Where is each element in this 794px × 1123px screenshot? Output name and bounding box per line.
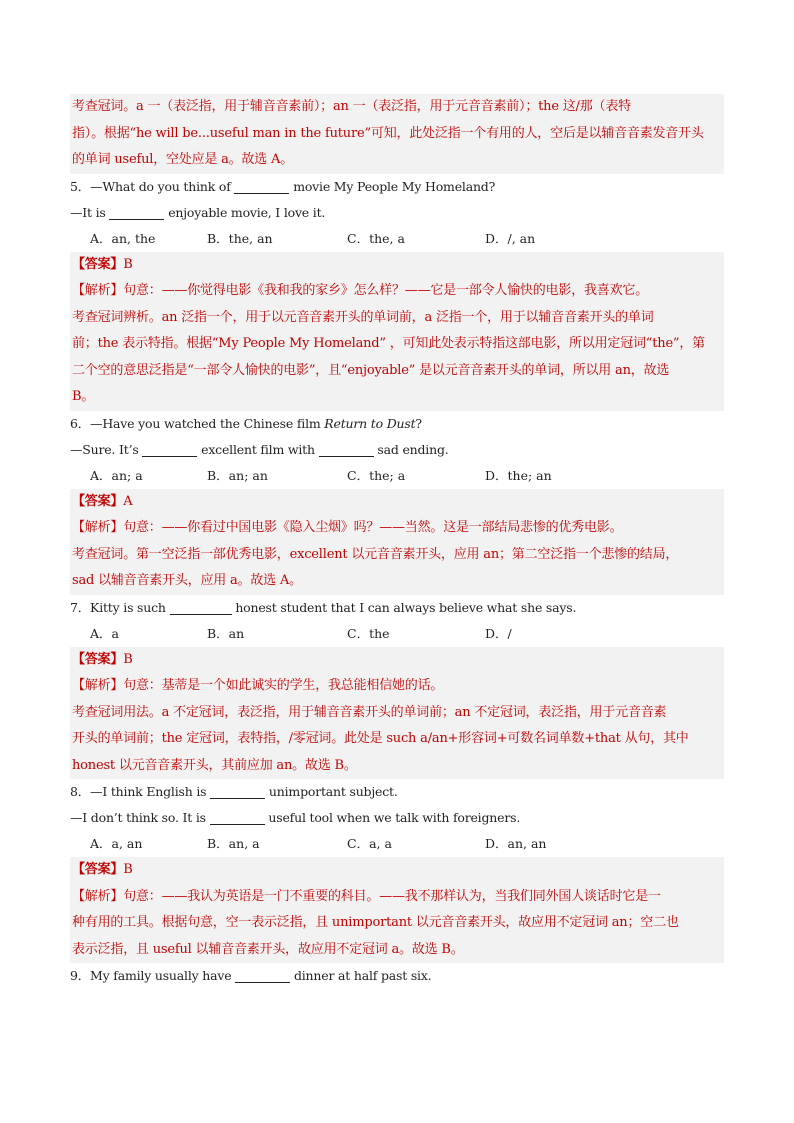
options-row [70, 621, 724, 647]
analysis-line: 【解析】句意：——你看过中国电影《隐入尘烟》吗？——当然。这是一部结局悲惨的优秀电影。 [72, 520, 623, 535]
analysis-line: 开头的单词前；the 定冠词，表特指，/零冠词。此处是 such a/an+形容词+可数名词单数+that 从句，其中 [72, 731, 689, 746]
answer-box [70, 647, 724, 780]
option: B．an; an [207, 467, 268, 483]
question-text: enjoyable movie, I love it. [164, 204, 326, 220]
question-text: 8．—I think English is [70, 784, 211, 799]
question-text: 9．My family usually have [70, 968, 236, 983]
analysis-line: 种有用的工具。根据句意，空一表示泛指，且 unimportant 以元音音素开头，故应用不定冠词 an；空二也 [72, 915, 679, 930]
answer-line [72, 647, 722, 674]
analysis-line: 考查冠词辨析。an 泛指一个，用于以元音音素开头的单词前，a 泛指一个，用于以辅音音素开头的单词 [72, 309, 654, 325]
answer-tag: 【答案】 [72, 862, 124, 877]
answer-blank [109, 205, 164, 220]
option: D．an, an [485, 836, 547, 851]
option: C．the [347, 625, 390, 641]
answer-blank [319, 442, 374, 457]
answer-blank [210, 784, 265, 799]
option: D．/ [485, 625, 512, 641]
analysis-line: B。 [72, 389, 95, 404]
question-line [70, 200, 724, 226]
analysis-line: 【解析】句意：——我认为英语是一门不重要的科目。——我不那样认为，当我们同外国人谈话时它是一 [72, 888, 661, 904]
answer-line [72, 252, 722, 279]
analysis-line: 指）。根据“he will be...useful man in the future”可知，此处泛指一个有用的人，空后是以辅音音素发音开头 [72, 125, 704, 141]
answer-box [70, 489, 724, 595]
answer-value: B [123, 862, 133, 877]
answer-value: A [123, 493, 133, 509]
question-line [70, 595, 724, 621]
analysis-line: 的单词 useful，空处应是 a。故选 A。 [72, 152, 294, 167]
option: D．the; an [485, 467, 552, 483]
options-row [70, 831, 724, 857]
answer-tag: 【答案】 [72, 651, 124, 667]
analysis-line: 考查冠词用法。a 不定冠词，表泛指，用于辅音音素开头的单词前；an 不定冠词，表泛指，用于元音音素 [72, 704, 667, 720]
analysis-line: 【解析】句意：——你觉得电影《我和我的家乡》怎么样？——它是一部令人愉快的电影，我喜欢它。 [72, 283, 649, 298]
answer-blank [142, 442, 197, 457]
options-row [70, 463, 724, 489]
question-text: sad ending. [373, 441, 449, 457]
answer-value: B [123, 256, 133, 272]
option: C．a, a [347, 836, 392, 851]
answer-box [70, 252, 724, 411]
document-page [70, 94, 724, 989]
option: A．a, an [90, 836, 143, 851]
question-text: dinner at half past six. [290, 968, 432, 983]
question-list [70, 174, 724, 990]
question-line [70, 779, 724, 805]
question-text: —It is [70, 204, 110, 220]
option: C．the, a [347, 230, 405, 246]
option: B．an, a [207, 836, 260, 851]
option: A．a [90, 625, 119, 641]
analysis-line: sad 以辅音音素开头，应用 a。故选 A。 [72, 573, 302, 588]
question-text: ? [415, 415, 422, 431]
question-text: 7．Kitty is such [70, 599, 170, 615]
question-text: useful tool when we talk with foreigners. [264, 810, 521, 825]
question-text: unimportant subject. [265, 784, 398, 799]
option: A．an, the [90, 230, 156, 246]
question-text: 5．—What do you think of [70, 178, 235, 194]
analysis-continuation [70, 94, 724, 174]
question-line [70, 805, 724, 831]
question-text: movie My People My Homeland? [289, 178, 496, 194]
analysis-line: 二个空的意思泛指是“一部令人愉快的电影”，且“enjoyable” 是以元音音素开头的单词，所以用 an，故选 [72, 362, 670, 378]
answer-tag: 【答案】 [72, 256, 124, 272]
analysis-line: 考查冠词。第一空泛指一部优秀电影，excellent 以元音音素开头，应用 an；第二空泛指一个悲惨的结局， [72, 546, 679, 562]
option: B．an [207, 625, 245, 641]
answer-tag: 【答案】 [72, 493, 124, 509]
question-text: 6．—Have you watched the Chinese film [70, 415, 325, 431]
analysis-line: 前；the 表示特指。根据“My People My Homeland” ，可知此处表示特指这部电影，所以用定冠词“the”，第 [72, 336, 705, 351]
question-text: honest student that I can always believe what she says. [231, 599, 577, 615]
options-row [70, 226, 724, 252]
answer-line [72, 489, 722, 516]
option: C．the; a [347, 467, 406, 483]
option: B．the, an [207, 230, 273, 246]
answer-value: B [123, 651, 133, 667]
answer-blank [210, 810, 265, 825]
option: A．an; a [90, 467, 143, 483]
analysis-line: 表示泛指，且 useful 以辅音音素开头，故应用不定冠词 a。故选 B。 [72, 941, 464, 957]
question-text: —I don’t think so. It is [70, 810, 210, 825]
analysis-line: honest 以元音音素开头，其前应加 an。故选 B。 [72, 757, 357, 773]
answer-line [72, 857, 722, 884]
question-line [70, 963, 724, 989]
analysis-line: 【解析】句意：基蒂是一个如此诚实的学生，我总能相信她的话。 [72, 678, 444, 693]
answer-blank [234, 179, 289, 194]
question-line [70, 437, 724, 463]
answer-box [70, 857, 724, 963]
question-line [70, 411, 724, 437]
analysis-line: 考查冠词。a 一（表泛指，用于辅音音素前）；an 一（表泛指，用于元音音素前）；the 这/那（表特 [72, 99, 631, 114]
answer-blank [235, 968, 290, 983]
question-text: excellent film with [197, 441, 319, 457]
film-title: Return to Dust [324, 415, 416, 431]
option: D．/, an [485, 230, 536, 246]
question-text: —Sure. It’s [70, 441, 143, 457]
answer-blank [170, 600, 232, 615]
question-line [70, 174, 724, 200]
